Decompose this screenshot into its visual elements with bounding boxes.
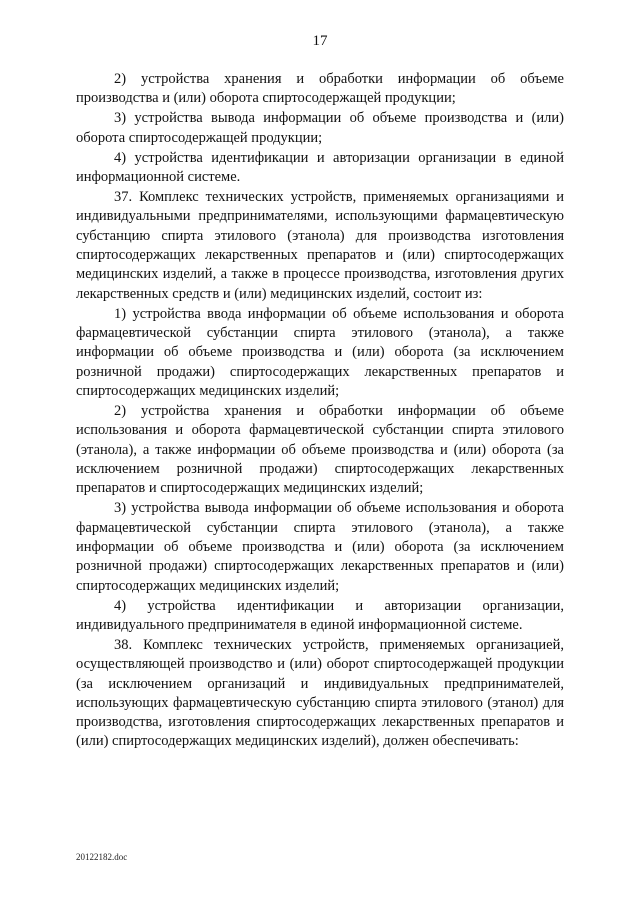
paragraph-section-38: 38. Комплекс технических устройств, применяемых организацией, осуществляющей производство и (или) оборот спиртосодержащей продукции (за исключением организаций и индивидуальных предпринимателей, использующих фармацевтическую субстанцию спирта этилового (этанол) для производства, изготовления спиртосодержащих лекарственных препаратов и (или) спиртосодержащих медицинских изделий), должен обеспечивать: bbox=[76, 636, 564, 750]
paragraph-37-item-3-output: 3) устройства вывода информации об объеме использования и оборота фармацевтической субстанции спирта этилового (этанола), а также информации об объеме производства и (или) оборота (за исключением розничной продажи) спиртосодержащих лекарственных препаратов и (или) спиртосодержащих медицинских изделий; bbox=[76, 500, 564, 594]
footer-doc-code: 20122182.doc bbox=[76, 852, 128, 862]
paragraph-37-item-4-identification: 4) устройства идентификации и авторизации организации, индивидуального предпринимателя в единой информационной системе. bbox=[76, 597, 564, 633]
paragraph-37-item-2-storage: 2) устройства хранения и обработки информации об объеме использования и оборота фармацевтической субстанции спирта этилового (этанола), а также информации об объеме производства и (или) оборота (за исключением розничной продажи) спиртосодержащих лекарственных препаратов и спиртосодержащих медицинских изделий; bbox=[76, 403, 564, 497]
paragraph-37-item-1-input: 1) устройства ввода информации об объеме использования и оборота фармацевтической субстанции спирта этилового (этанола), а также информации об объеме производства и (или) оборота (за исключением розничной продажи) спиртосодержащих лекарственных препаратов и спиртосодержащих медицинских изделий; bbox=[76, 305, 564, 399]
document-body bbox=[76, 70, 564, 753]
paragraph-item-4-identification: 4) устройства идентификации и авторизации организации в единой информационной системе. bbox=[76, 149, 564, 186]
page-number: 17 bbox=[312, 33, 328, 49]
paragraph-section-37: 37. Комплекс технических устройств, применяемых организациями и индивидуальными предпринимателями, использующими фармацевтическую субстанцию спирта этилового (этанола) для производства изготовления спиртосодержащих лекарственных препаратов и (или) спиртосодержащих медицинских изделий, а также в процессе производства, изготовления других лекарственных средств и (или) медицинских изделий, состоит из: bbox=[76, 189, 564, 302]
paragraph-item-3-output: 3) устройства вывода информации об объеме производства и (или) оборота спиртосодержащей продукции; bbox=[76, 110, 564, 146]
paragraph-item-2-storage: 2) устройства хранения и обработки информации об объеме производства и (или) оборота спиртосодержащей продукции; bbox=[76, 71, 564, 107]
